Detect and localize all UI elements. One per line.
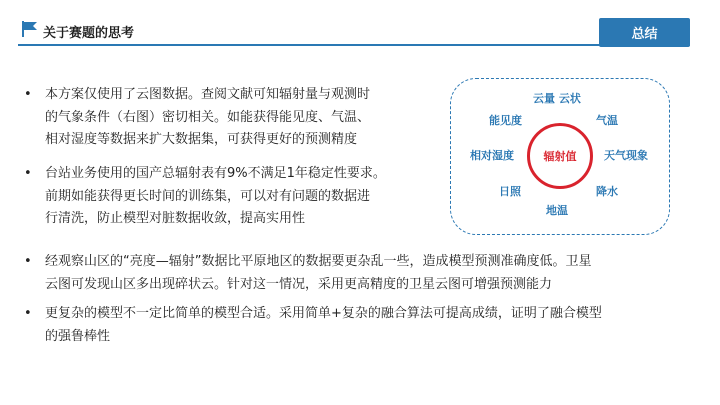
bullet-item-data-sources	[24, 84, 440, 152]
factor-humidity: 相对湿度	[470, 149, 514, 162]
bullet-dot: •	[24, 87, 32, 102]
factor-temperature: 气温	[596, 114, 618, 127]
bullet-dot: •	[24, 254, 32, 269]
bullet-line: 相对湿度等数据来扩大数据集，可获得更好的预测精度	[45, 132, 358, 147]
center-circle	[527, 123, 593, 189]
bullet-item-instrument-stability	[24, 163, 440, 231]
flag-icon	[21, 20, 39, 38]
bullet-line: 台站业务使用的国产总辐射表有9%不满足1年稳定性要求。	[45, 166, 386, 181]
bullet-item-model-fusion	[24, 303, 695, 348]
page-title: 关于赛题的思考	[43, 26, 135, 41]
bullet-dot: •	[24, 306, 32, 321]
bullet-line: 本方案仅使用了云图数据。查阅文献可知辐射量与观测时	[45, 87, 371, 102]
factor-precipitation: 降水	[596, 185, 618, 198]
factor-visibility: 能见度	[489, 114, 522, 127]
bullet-line: 的气象条件（右图）密切相关。如能获得能见度、气温、	[45, 109, 371, 125]
center-label: 辐射值	[543, 150, 577, 163]
bullet-dot: •	[24, 166, 32, 181]
bullet-line: 经观察山区的“亮度—辐射”数据比平原地区的数据要更杂乱一些，造成模型预测准确度低。卫星	[45, 254, 592, 269]
factor-ground-temp: 地温	[546, 204, 568, 217]
bullet-line: 行清洗，防止模型对脏数据收敛，提高实用性	[45, 211, 306, 226]
bullet-line: 的强鲁棒性	[45, 328, 111, 344]
factor-sunshine: 日照	[499, 185, 521, 198]
factor-cloud: 云量 云状	[533, 92, 581, 105]
bullet-item-mountain-data	[24, 251, 695, 296]
bullet-line: 云图可发现山区多出现碎状云。针对这一情况，采用更高精度的卫星云图可增强预测能力	[45, 276, 553, 292]
factor-weather: 天气现象	[604, 149, 648, 162]
bullet-line: 更复杂的模型不一定比简单的模型合适。采用简单+复杂的融合算法可提高成绩，证明了融合模型	[45, 306, 602, 321]
summary-button[interactable]: 总结	[599, 18, 690, 47]
header-divider	[18, 44, 690, 46]
bullet-line: 前期如能获得更长时间的训练集，可以对有问题的数据进	[45, 188, 371, 204]
